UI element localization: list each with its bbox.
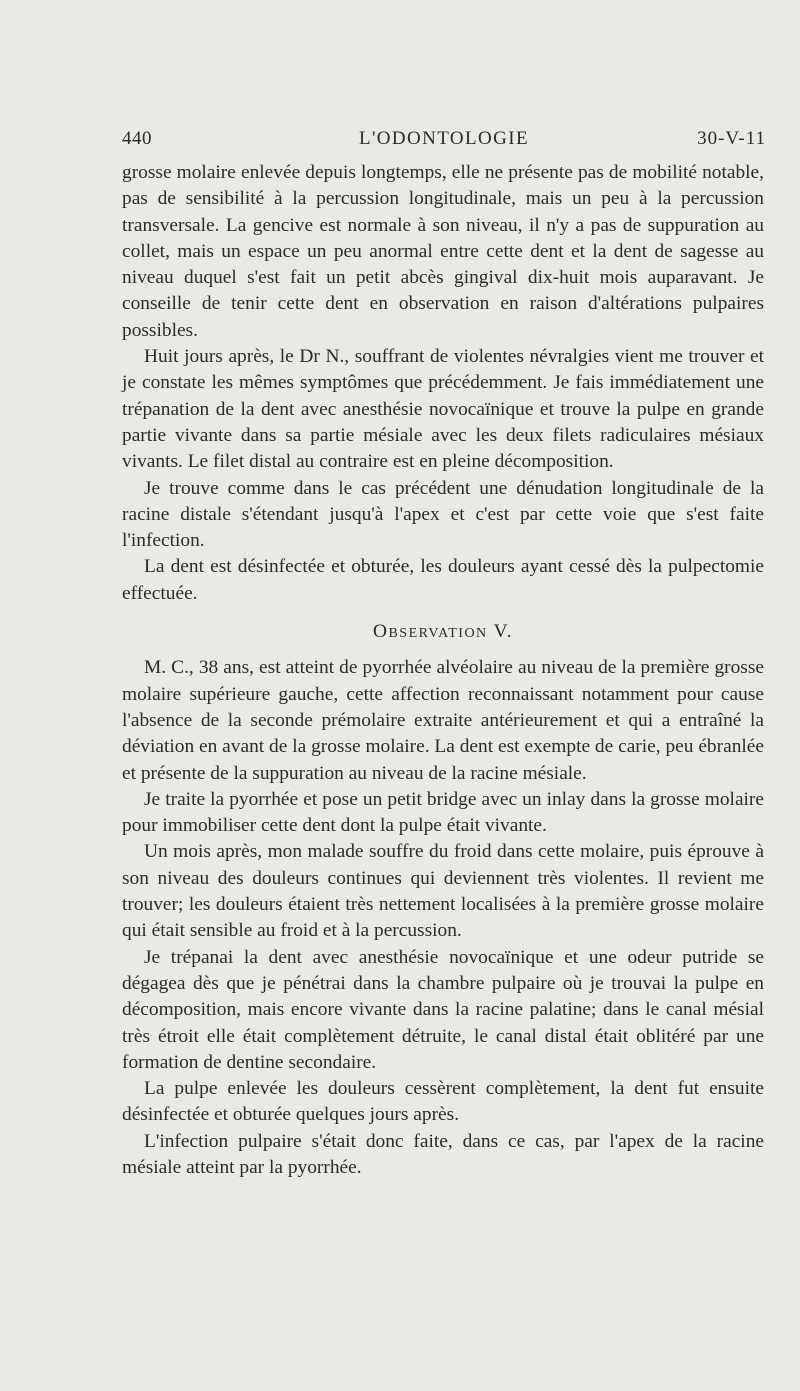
paragraph: Un mois après, mon malade souffre du froid dans cette molaire, puis éprouve à son niveau des douleurs continues qui deviennent très violentes. Il revient me trouver; les douleurs étaient très nettement localisées à la première grosse molaire qui était sensible au froid et à la percussion. xyxy=(122,841,764,942)
paragraph: La dent est désinfectée et obturée, les douleurs ayant cessé dès la pulpectomie effectuée. xyxy=(122,556,764,604)
paragraph: M. C., 38 ans, est atteint de pyorrhée alvéolaire au niveau de la première grosse molaire supérieure gauche, cette affection reconnaissant notamment pour cause l'absence de la seconde prémolaire extraite antérieurement et qui a entraîné la déviation en avant de la grosse molaire. La dent est exempte de carie, peu ébranlée et présente de la suppuration au niveau de la racine mésiale. xyxy=(122,657,764,784)
running-title: L'ODONTOLOGIE xyxy=(358,128,530,149)
paragraph: La pulpe enlevée les douleurs cessèrent complètement, la dent fut ensuite désinfectée et obturée quelques jours après. xyxy=(122,1078,764,1126)
running-header xyxy=(122,128,766,154)
page-number: 440 xyxy=(122,128,152,149)
paragraph: Je traite la pyorrhée et pose un petit bridge avec un inlay dans la grosse molaire pour immobiliser cette dent dont la pulpe était vivante. xyxy=(122,788,764,837)
paragraph: Huit jours après, le Dr N., souffrant de violentes névralgies vient me trouver et je constate les mêmes symptômes que précédemment. Je fais immédiatement une trépanation de la dent avec anesthésie novocaïnique et trouve la pulpe en grande partie vivante dans sa partie mésiale avec les deux filets radiculaires mésiaux vivants. Le filet distal au contraire est en pleine décomposition. xyxy=(122,346,764,473)
issue-date: 30-V-11 xyxy=(697,128,766,149)
paragraph: Je trouve comme dans le cas précédent une dénudation longitudinale de la racine distale s'étendant jusqu'à l'apex et c'est par cette voie que s'est faite l'infection. xyxy=(122,477,764,552)
paragraph: Je trépanai la dent avec anesthésie novocaïnique et une odeur putride se dégagea dès que je pénétrai dans la chambre pulpaire où je trouvai la pulpe en décomposition, mais encore vivante dans la racine palatine; dans le canal mésial très étroit elle était complètement détruite, le canal distal était oblitéré par une formation de dentine secondaire. xyxy=(122,946,764,1073)
paragraph: L'infection pulpaire s'était donc faite, dans ce cas, par l'apex de la racine mésiale atteint par la pyorrhée. xyxy=(122,1130,764,1178)
page-body xyxy=(122,160,764,1181)
paragraph-continued: grosse molaire enlevée depuis longtemps, elle ne présente pas de mobilité notable, pas de sensibilité à la percussion longitudinale, mais un peu à la percussion transversale. La gencive est normale à son niveau, il n'y a pas de suppuration au collet, mais un espace un peu anormal entre cette dent et la dent de sagesse au niveau duquel s'est fait un petit abcès gingival dix-huit mois auparavant. Je conseille de tenir cette dent en observation en raison d'altérations pulpaires possibles. xyxy=(122,162,764,341)
section-heading: Observation V. xyxy=(372,621,514,643)
